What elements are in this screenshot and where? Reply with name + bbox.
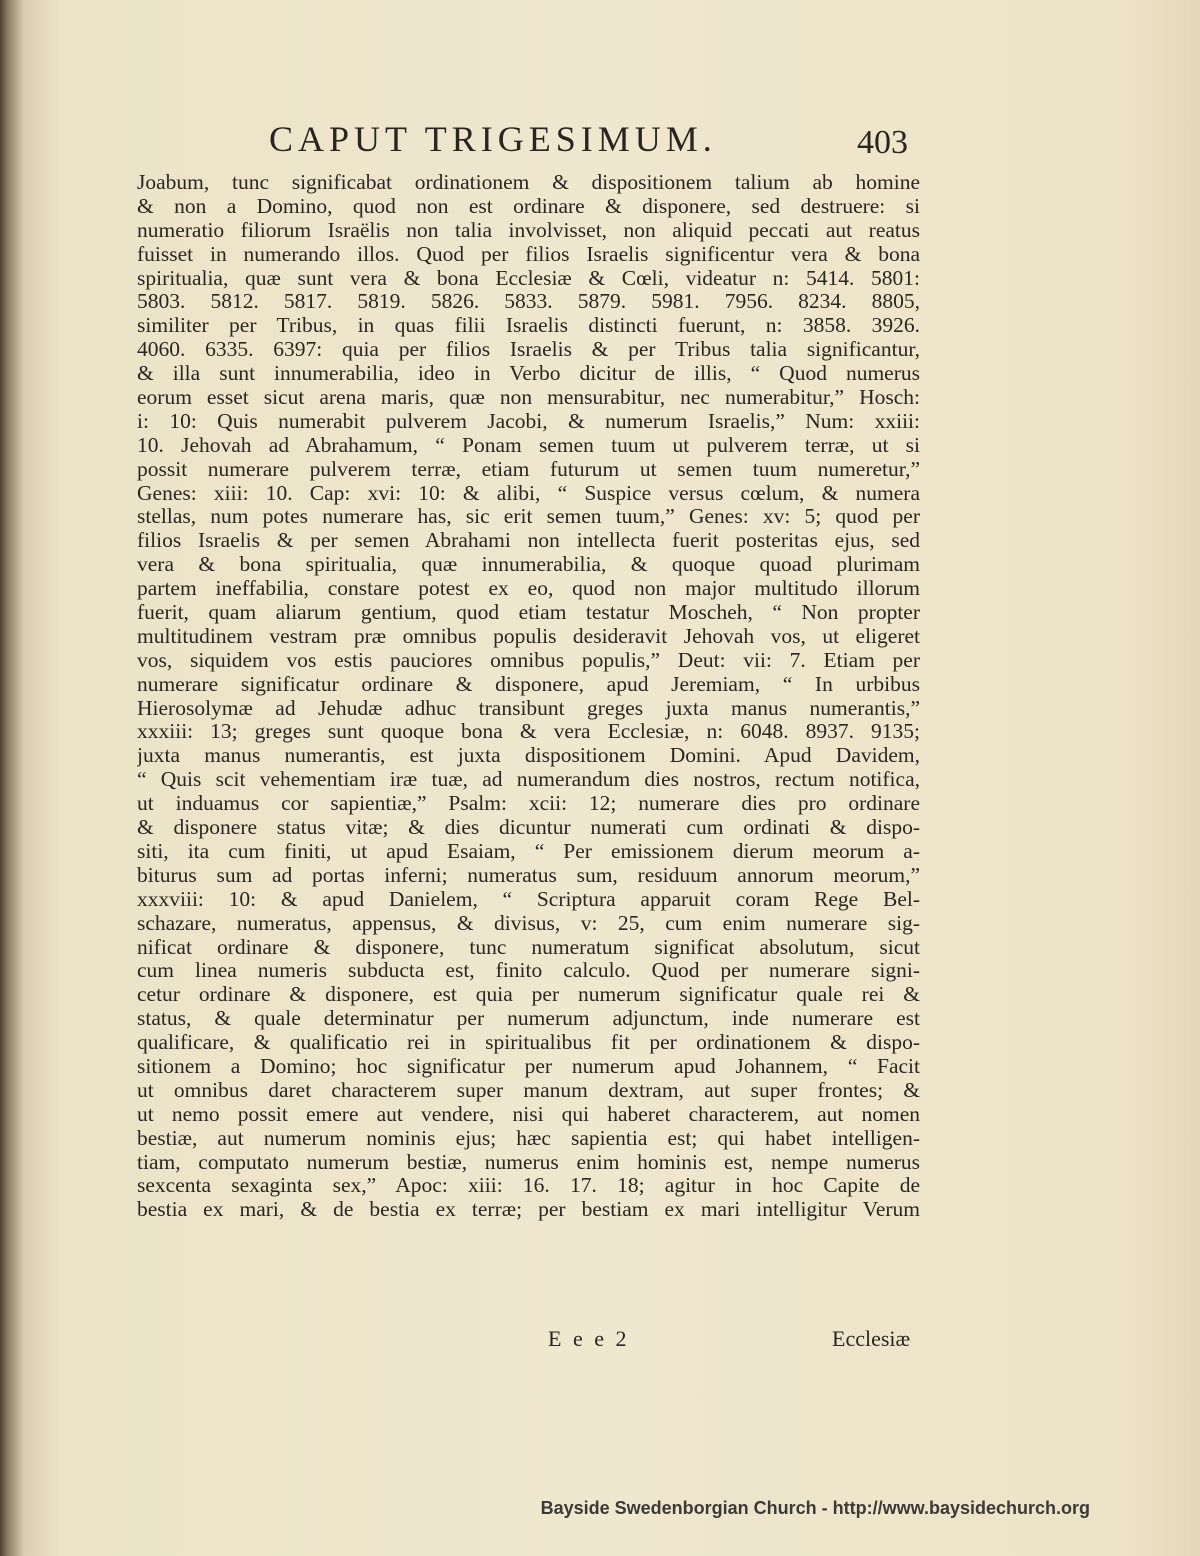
text-line: 5803. 5812. 5817. 5819. 5826. 5833. 5879. 5981. 7956. 8234. 8805, [137, 290, 920, 314]
body-text [137, 171, 920, 1246]
text-line: sexcenta sexaginta sex,” Apoc: xiii: 16. 17. 18; agitur in hoc Capite de [137, 1174, 920, 1198]
catchword: Ecclesiæ [832, 1326, 911, 1351]
text-line: numeratio filiorum Israëlis non talia involvisset, non aliquid peccati aut reatus [137, 218, 920, 242]
watermark-credit: Bayside Swedenborgian Church - http://www.baysidechurch.org [540, 1498, 1090, 1518]
text-line: Hierosolymæ ad Jehudæ adhuc transibunt greges juxta manus numerantis,” [137, 696, 920, 720]
text-line: juxta manus numerantis, est juxta dispositionem Domini. Apud Davidem, [137, 744, 920, 768]
text-line: biturus sum ad portas inferni; numeratus sum, residuum annorum meorum,” [137, 863, 920, 887]
text-line: spiritualia, quæ sunt vera & bona Ecclesiæ & Cœli, videatur n: 5414. 5801: [137, 266, 920, 290]
text-line: fuerit, quam aliarum gentium, quod etiam testatur Moscheh, “ Non propter [137, 601, 920, 625]
text-line: nificat ordinare & disponere, tunc numeratum significat absolutum, sicut [137, 935, 920, 959]
text-line: Joabum, tunc significabat ordinationem & dispositionem talium ab homine [137, 171, 920, 194]
text-line: cetur ordinare & disponere, est quia per numerum significatur quale rei & [137, 983, 920, 1007]
text-line: & illa sunt innumerabilia, ideo in Verbo dicitur de illis, “ Quod numerus [137, 362, 920, 386]
text-line: & non a Domino, quod non est ordinare & disponere, sed destruere: si [137, 194, 920, 218]
text-line: numerare significatur ordinare & disponere, apud Jeremiam, “ In urbibus [137, 672, 920, 696]
text-line: bestiæ, aut numerum nominis ejus; hæc sapientia est; qui habet intelligen- [137, 1126, 920, 1150]
text-line: stellas, num potes numerare has, sic erit semen tuum,” Genes: xv: 5; quod per [137, 505, 920, 529]
text-line: multitudinem vestram præ omnibus populis desideravit Jehovah vos, ut eligeret [137, 624, 920, 648]
text-line: vos, siquidem vos estis pauciores omnibus populis,” Deut: vii: 7. Etiam per [137, 648, 920, 672]
signature-mark: E e e 2 [548, 1326, 630, 1351]
text-line: eorum esset sicut arena maris, quæ non mensurabitur, nec numerabitur,” Hosch: [137, 386, 920, 410]
text-line: Genes: xiii: 10. Cap: xvi: 10: & alibi, “ Suspice versus cœlum, & numera [137, 481, 920, 505]
text-line: similiter per Tribus, in quas filii Israelis distincti fuerunt, n: 3858. 3926. [137, 314, 920, 338]
text-line: vera & bona spiritualia, quæ innumerabilia, & quoque quoad plurimam [137, 553, 920, 577]
text-line: & disponere status vitæ; & dies dicuntur numerati cum ordinati & dispo- [137, 816, 920, 840]
text-line: 10. Jehovah ad Abrahamum, “ Ponam semen tuum ut pulverem terræ, ut si [137, 433, 920, 457]
text-line: tiam, computato numerum bestiæ, numerus enim hominis est, nempe numerus [137, 1150, 920, 1174]
text-line: status, & quale determinatur per numerum adjunctum, inde numerare est [137, 1007, 920, 1031]
text-line: ut induamus cor sapientiæ,” Psalm: xcii: 12; numerare dies pro ordinare [137, 792, 920, 816]
page-number: 403 [857, 124, 908, 161]
text-line: ut nemo possit emere aut vendere, nisi qui haberet characterem, aut nomen [137, 1102, 920, 1126]
text-line: i: 10: Quis numerabit pulverem Jacobi, & numerum Israelis,” Num: xxiii: [137, 409, 920, 433]
text-line: sitionem a Domino; hoc significatur per numerum apud Johannem, “ Facit [137, 1054, 920, 1078]
text-line: qualificare, & qualificatio rei in spiritualibus fit per ordinationem & dispo- [137, 1031, 920, 1055]
running-title: CAPUT TRIGESIMUM. [269, 119, 717, 159]
text-line: siti, ita cum finiti, ut apud Esaiam, “ Per emissionem dierum meorum a- [137, 839, 920, 863]
text-line: schazare, numeratus, appensus, & divisus, v: 25, cum enim numerare sig- [137, 911, 920, 935]
text-line: ut omnibus daret characterem super manum dextram, aut super frontes; & [137, 1078, 920, 1102]
text-line: fuisset in numerando illos. Quod per filios Israelis significentur vera & bona [137, 242, 920, 266]
text-line: “ Quis scit vehementiam iræ tuæ, ad numerandum dies nostros, rectum notifica, [137, 768, 920, 792]
text-line: partem ineffabilia, constare potest ex eo, quod non major multitudo illorum [137, 577, 920, 601]
text-line: xxxiii: 13; greges sunt quoque bona & vera Ecclesiæ, n: 6048. 8937. 9135; [137, 720, 920, 744]
text-line: possit numerare pulverem terræ, etiam futurum ut semen tuum numeretur,” [137, 457, 920, 481]
text-line: 4060. 6335. 6397: quia per filios Israelis & per Tribus talia significantur, [137, 338, 920, 362]
text-line: filios Israelis & per semen Abrahami non intellecta fuerit posteritas ejus, sed [137, 529, 920, 553]
page-header [0, 118, 1200, 166]
text-line [137, 1222, 920, 1246]
text-line: cum linea numeris subducta est, finito calculo. Quod per numerare signi- [137, 959, 920, 983]
text-line: bestia ex mari, & de bestia ex terræ; per bestiam ex mari intelligitur Verum [137, 1198, 920, 1222]
text-line: xxxviii: 10: & apud Danielem, “ Scriptura apparuit coram Rege Bel- [137, 887, 920, 911]
